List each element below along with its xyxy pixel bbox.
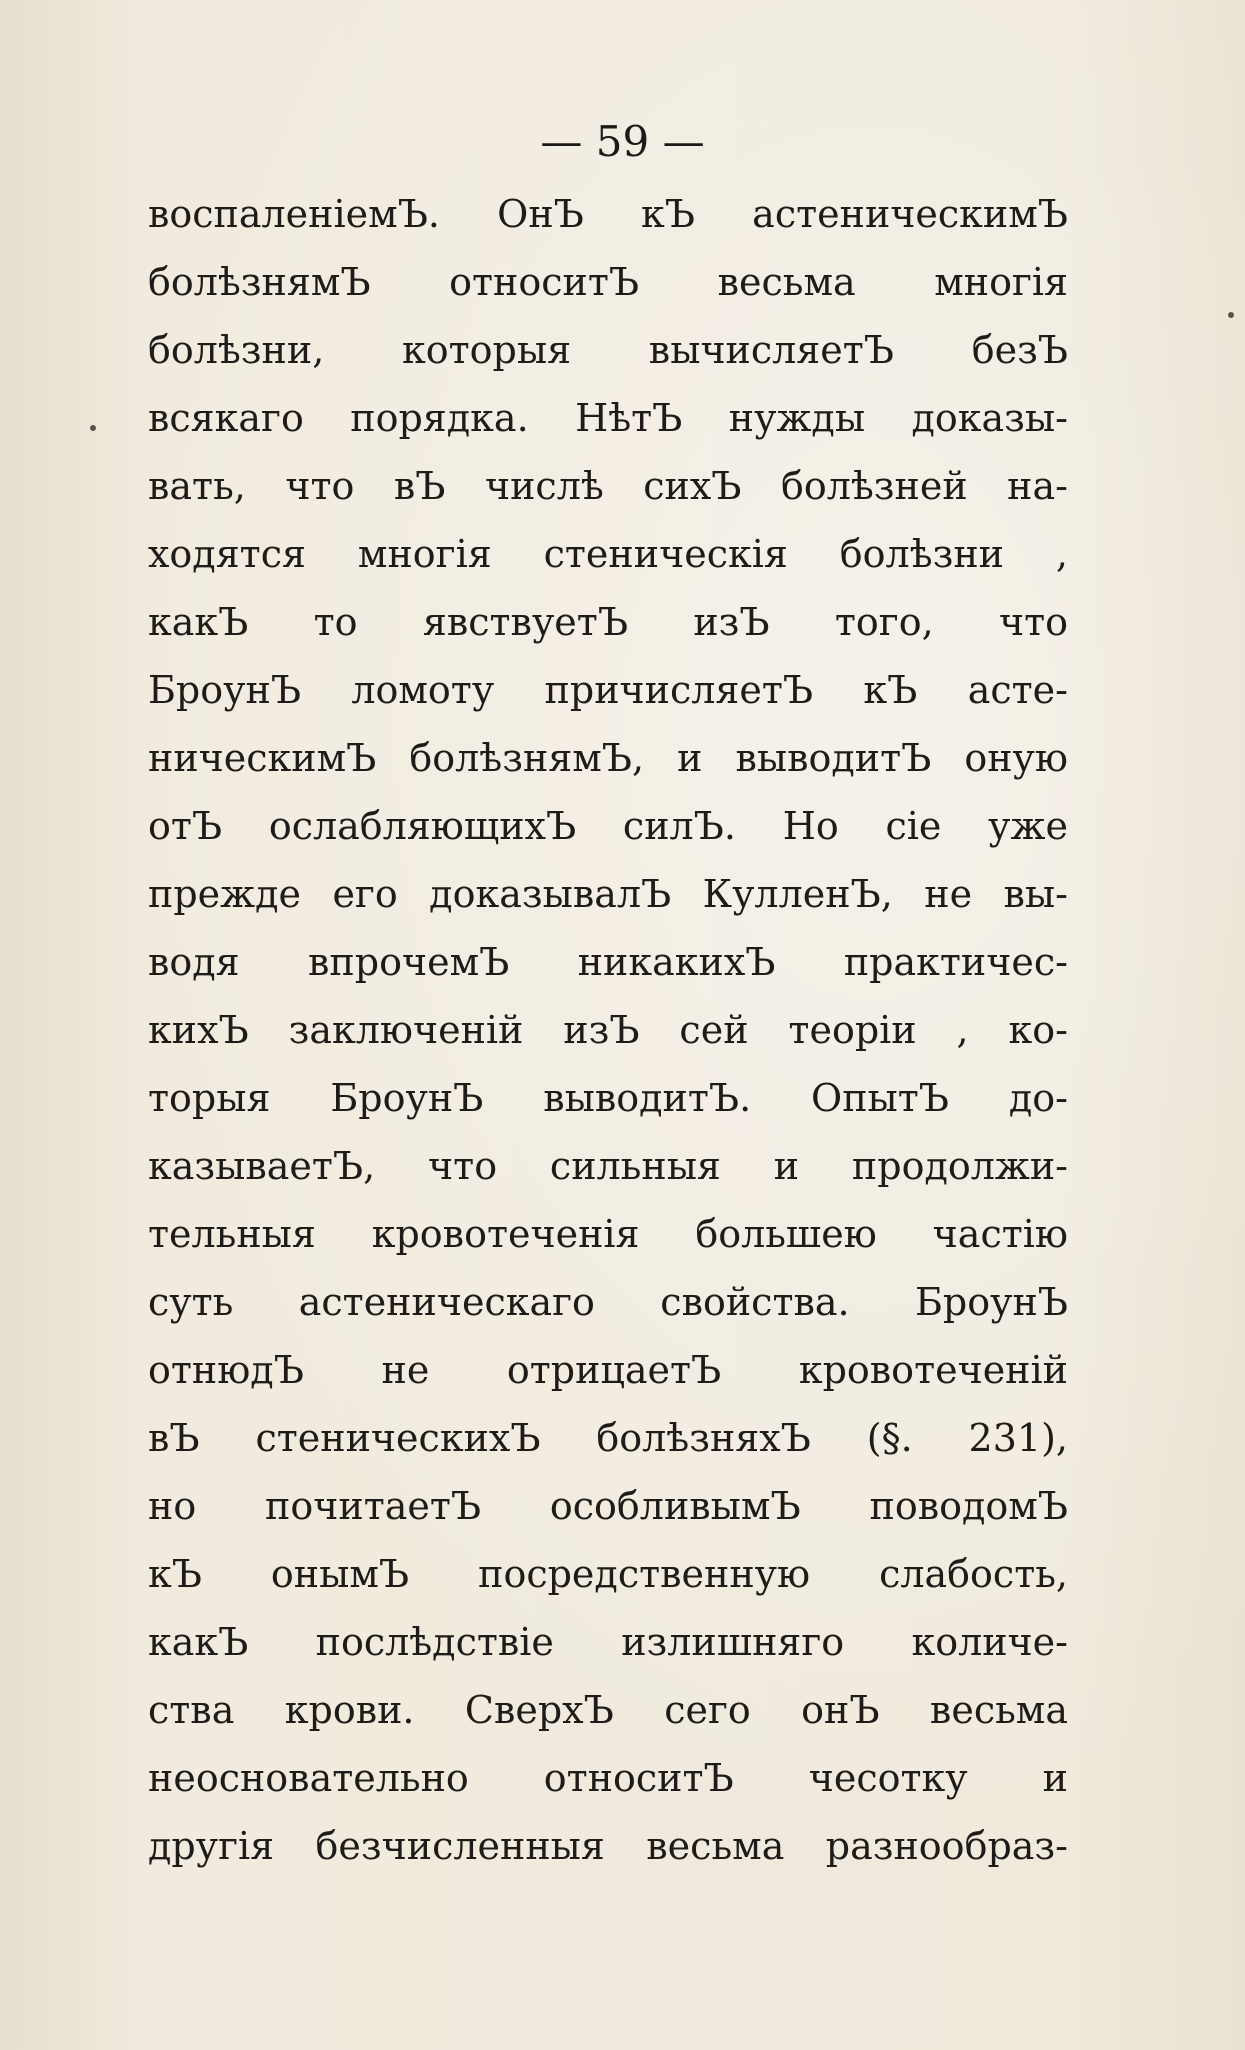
text-line: какЪ послѣдствіе излишняго количе- bbox=[148, 1620, 1068, 1664]
text-line: БроунЪ ломоту причисляетЪ кЪ асте- bbox=[148, 668, 1068, 712]
text-line: ходятся многія стеническія болѣзни , bbox=[148, 532, 1068, 576]
text-line: болѣзни, которыя вычисляетЪ безЪ bbox=[148, 328, 1068, 372]
page-number: — 59 — bbox=[540, 117, 705, 166]
text-line: суть астеническаго свойства. БроунЪ bbox=[148, 1280, 1068, 1324]
body-text bbox=[148, 180, 1068, 1880]
text-line: прежде его доказывалЪ КулленЪ, не вы- bbox=[148, 872, 1068, 916]
text-line: другія безчисленныя весьма разнообраз- bbox=[148, 1824, 1068, 1868]
text-line: но почитаетЪ особливымЪ поводомЪ bbox=[148, 1484, 1068, 1528]
text-line: воспаленіемЪ. ОнЪ кЪ астеническимЪ bbox=[148, 192, 1068, 236]
text-line: кЪ онымЪ посредственную слабость, bbox=[148, 1552, 1068, 1596]
text-line: болѣзнямЪ относитЪ весьма многія bbox=[148, 260, 1068, 304]
text-line: отнюдЪ не отрицаетЪ кровотеченій bbox=[148, 1348, 1068, 1392]
text-line: ства крови. СверхЪ сего онЪ весьма bbox=[148, 1688, 1068, 1732]
text-line: водя впрочемЪ никакихЪ практичес- bbox=[148, 940, 1068, 984]
text-line: ническимЪ болѣзнямЪ, и выводитЪ оную bbox=[148, 736, 1068, 780]
text-line: вать, что вЪ числѣ сихЪ болѣзней на- bbox=[148, 464, 1068, 508]
text-line: какЪ то явствуетЪ изЪ того, что bbox=[148, 600, 1068, 644]
text-line: кихЪ заключеній изЪ сей теоріи , ко- bbox=[148, 1008, 1068, 1052]
text-line: казываетЪ, что сильныя и продолжи- bbox=[148, 1144, 1068, 1188]
text-line: неосновательно относитЪ чесотку и bbox=[148, 1756, 1068, 1800]
text-line: отЪ ослабляющихЪ силЪ. Но сіе уже bbox=[148, 804, 1068, 848]
paper-speck bbox=[1228, 312, 1234, 318]
paper-speck bbox=[90, 425, 96, 431]
text-line: тельныя кровотеченія большею частію bbox=[148, 1212, 1068, 1256]
text-line: торыя БроунЪ выводитЪ. ОпытЪ до- bbox=[148, 1076, 1068, 1120]
text-line: вЪ стеническихЪ болѣзняхЪ (§. 231), bbox=[148, 1416, 1068, 1460]
text-line: всякаго порядка. НѣтЪ нужды доказы- bbox=[148, 396, 1068, 440]
